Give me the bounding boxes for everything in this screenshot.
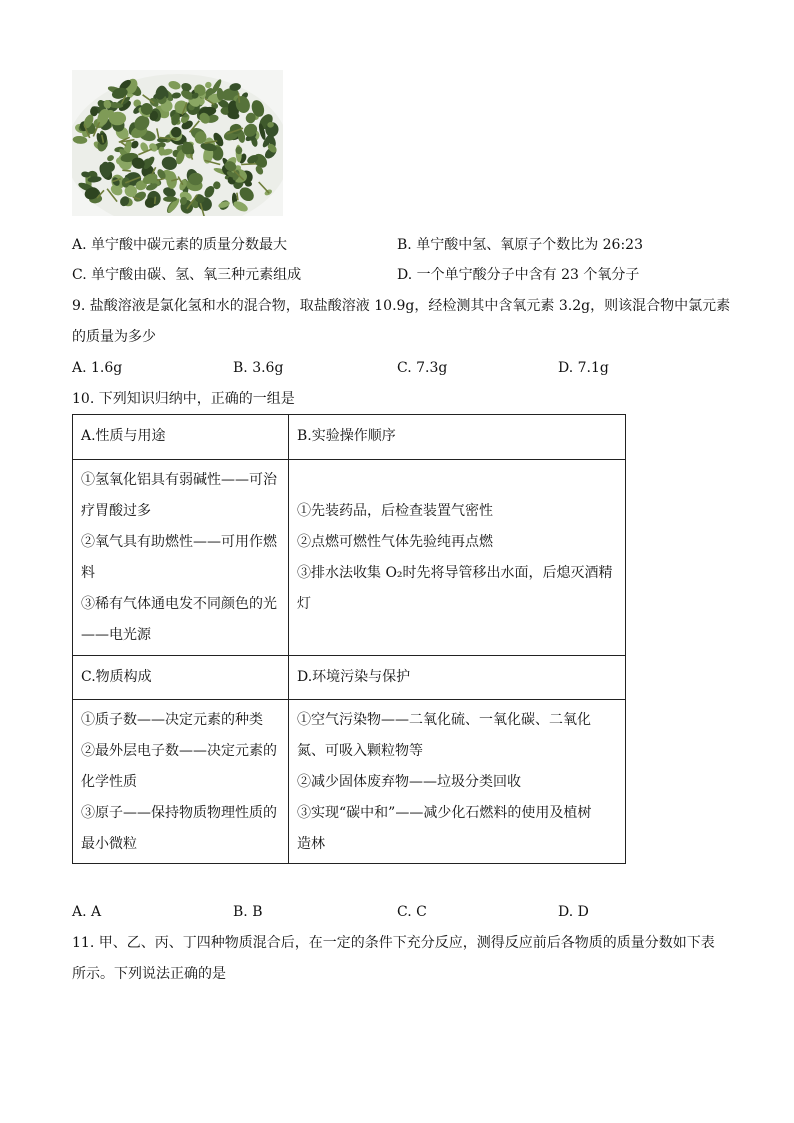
table-cell-d [289, 700, 626, 864]
q9-option-d: D. 7.1g [558, 360, 609, 376]
q9-option-a: A. 1.6g [72, 360, 123, 376]
cell-d-line: 氮、可吸入颗粒物等 [297, 743, 423, 760]
table-head-a: A.性质与用途 [73, 415, 289, 460]
q10-option-b: B. B [233, 904, 263, 920]
cell-b-line: ③排水法收集 O₂时先将导管移出水面，后熄灭酒精 [297, 565, 613, 582]
q10-stem: 10. 下列知识归纳中，正确的一组是 [72, 391, 295, 407]
tea-stem [241, 164, 256, 165]
tea-stem [239, 93, 240, 103]
cell-a-line: ②氧气具有助燃性——可用作燃 [81, 534, 277, 551]
tea-stem [155, 197, 156, 204]
table-cell-c [73, 700, 289, 864]
cell-d-line: 造林 [297, 836, 325, 853]
cell-c-line: 化学性质 [81, 774, 137, 791]
cell-a-line: ③稀有气体通电发不同颜色的光 [81, 596, 277, 613]
knowledge-summary-table [72, 414, 626, 864]
q10-option-d: D. D [558, 904, 589, 920]
q8-option-d: D. 一个单宁酸分子中含有 23 个氧分子 [397, 267, 640, 283]
tea-stem [122, 170, 131, 171]
cell-b-line: 灯 [297, 596, 311, 613]
q10-option-c: C. C [397, 904, 427, 920]
table-cell-b [289, 459, 626, 655]
table-head-b: B.实验操作顺序 [289, 415, 626, 460]
cell-d-line: ②减少固体废弃物——垃圾分类回收 [297, 774, 521, 791]
cell-d-line: ③实现“碳中和”——减少化石燃料的使用及植树 [297, 805, 592, 822]
table-head-d: D.环境污染与保护 [289, 655, 626, 700]
cell-c-line: ②最外层电子数——决定元素的 [81, 743, 277, 760]
cell-d-line: ①空气污染物——二氧化硫、一氧化碳、二氧化 [297, 712, 591, 729]
cell-b-line: ①先装药品，后检查装置气密性 [297, 503, 493, 520]
q9-stem-line1: 9. 盐酸溶液是氯化氢和水的混合物，取盐酸溶液 10.9g，经检测其中含氧元素 3.2g，则该混合物中氯元素 [72, 298, 731, 314]
cell-c-line: ③原子——保持物质物理性质的 [81, 805, 277, 822]
tea-leaves-image [72, 70, 283, 216]
q8-option-c: C. 单宁酸由碳、氢、氧三种元素组成 [72, 267, 302, 283]
q11-stem-line2: 所示。下列说法正确的是 [72, 966, 226, 982]
q9-option-b: B. 3.6g [233, 360, 284, 376]
table-cell-a [73, 459, 289, 655]
cell-c-line: 最小微粒 [81, 836, 137, 853]
cell-a-line: ——电光源 [81, 627, 151, 644]
cell-b-line: ②点燃可燃性气体先验纯再点燃 [297, 534, 493, 551]
q8-option-b: B. 单宁酸中氢、氧原子个数比为 26:23 [397, 237, 643, 253]
q9-option-c: C. 7.3g [397, 360, 448, 376]
cell-a-line: ①氢氧化铝具有弱碱性——可治 [81, 472, 277, 489]
table-head-c: C.物质构成 [73, 655, 289, 700]
q11-stem-line1: 11. 甲、乙、丙、丁四种物质混合后，在一定的条件下充分反应，测得反应前后各物质的质量分数如下表 [72, 935, 715, 951]
q8-option-a: A. 单宁酸中碳元素的质量分数最大 [72, 237, 288, 253]
cell-a-line: 料 [81, 565, 95, 582]
cell-c-line: ①质子数——决定元素的种类 [81, 712, 263, 729]
q9-stem-line2: 的质量为多少 [72, 329, 156, 345]
q10-option-a: A. A [72, 904, 102, 920]
tea-leaf [163, 196, 177, 202]
cell-a-line: 疗胃酸过多 [81, 503, 151, 520]
tea-stem [237, 193, 238, 201]
